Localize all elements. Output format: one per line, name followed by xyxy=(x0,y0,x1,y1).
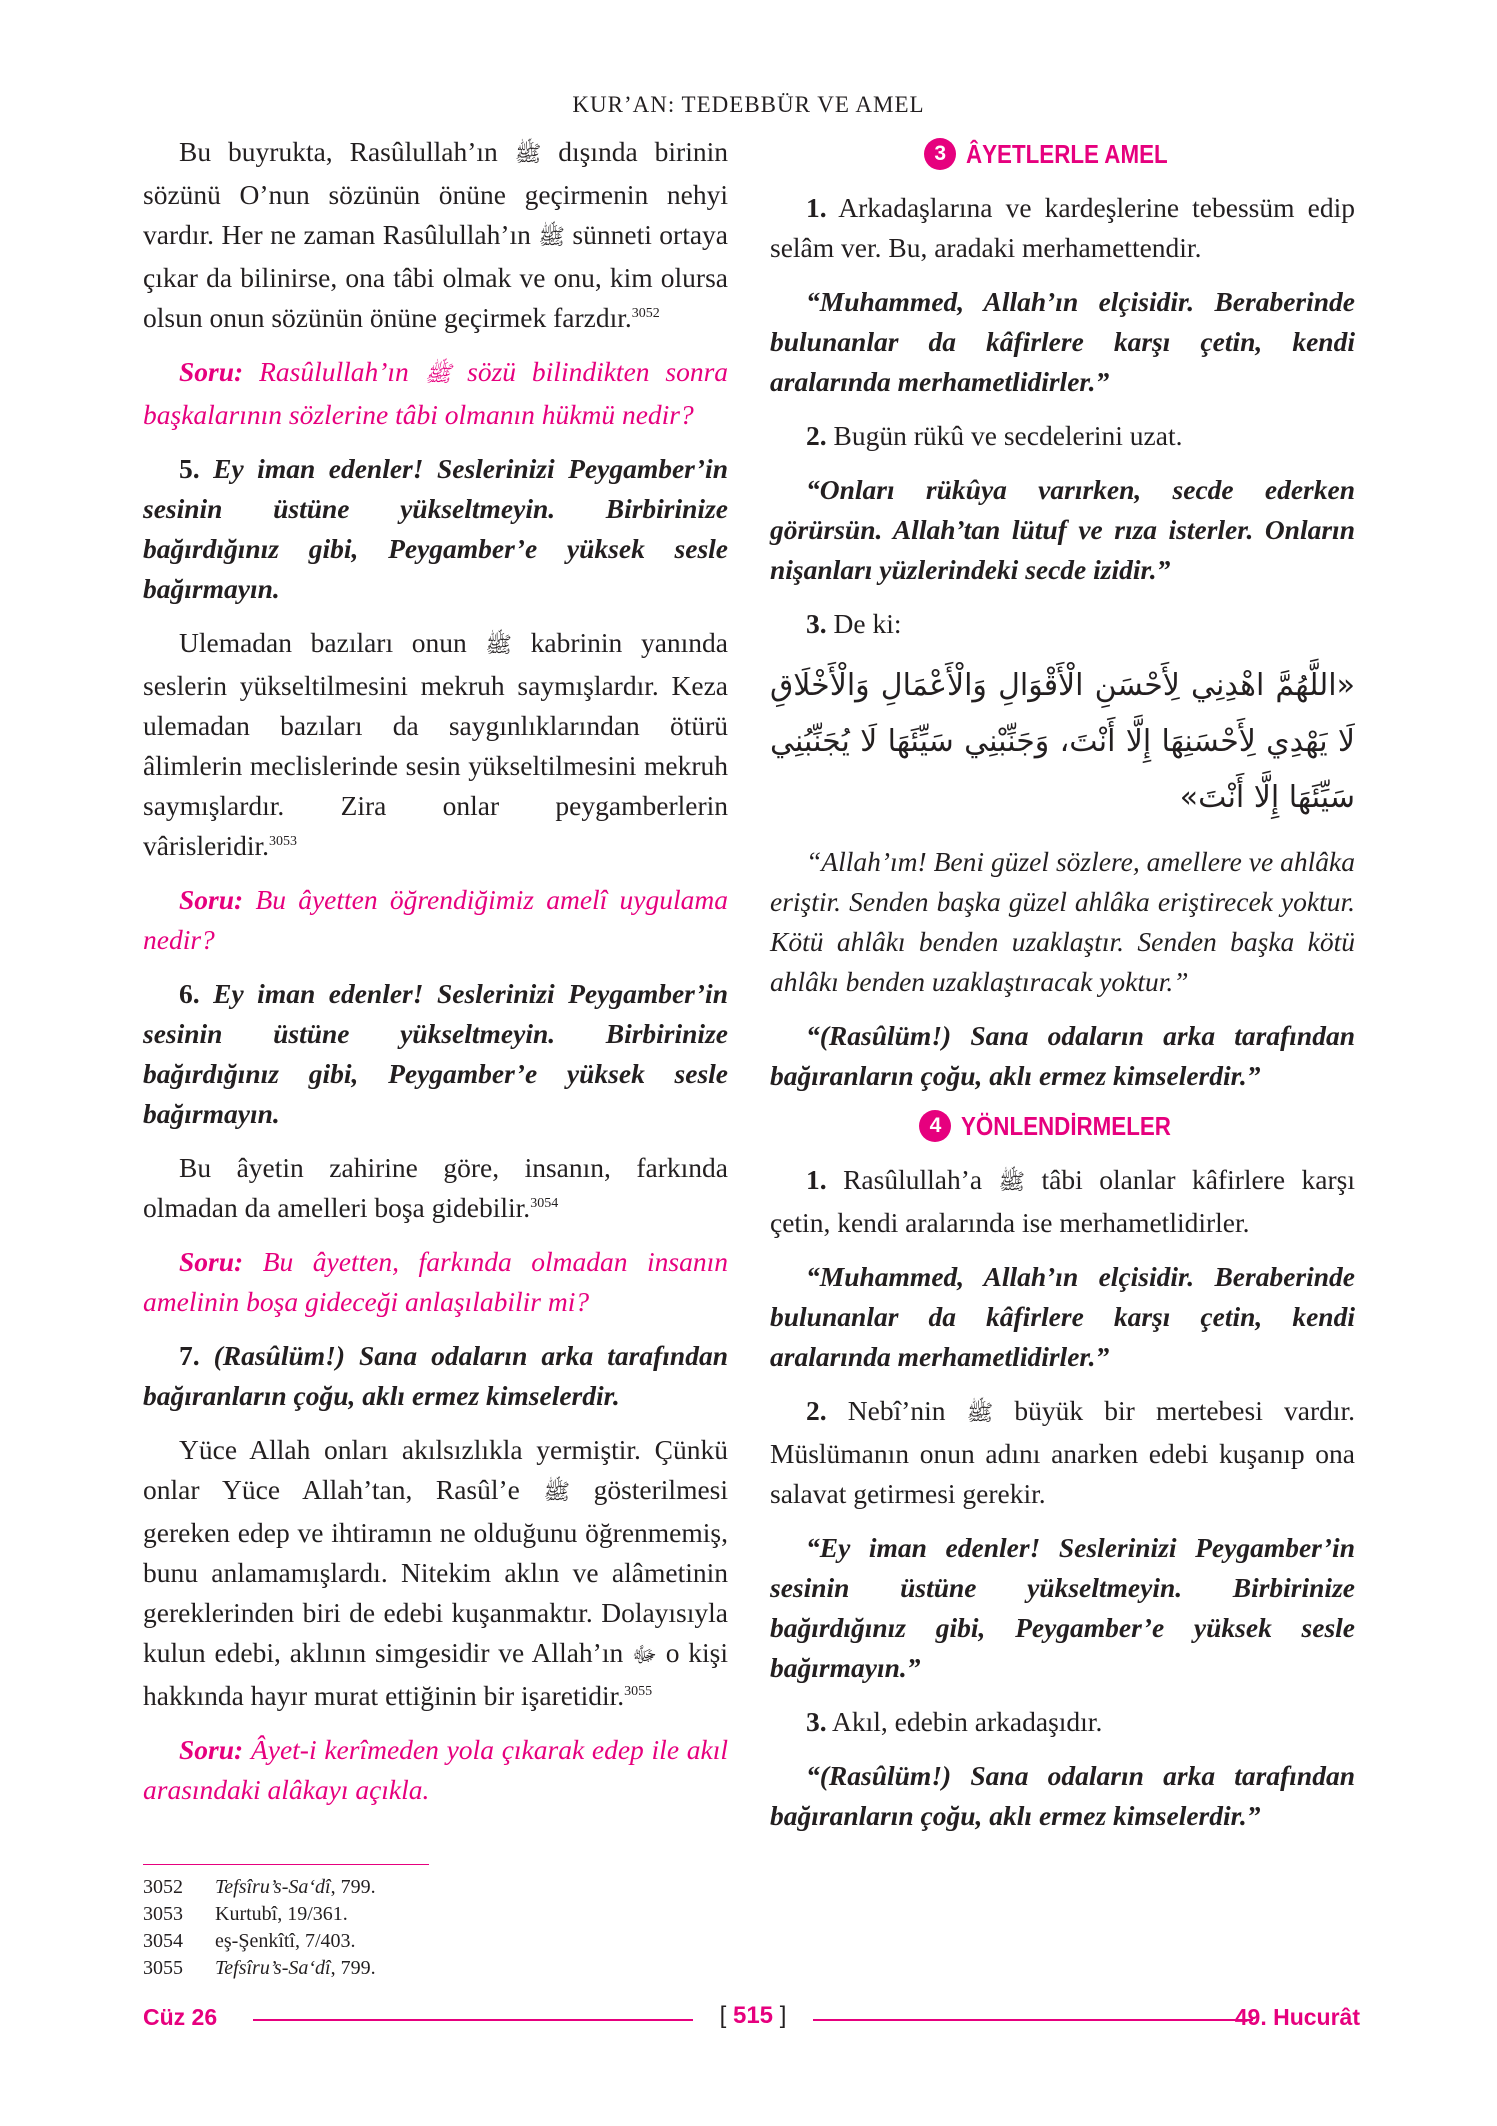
section-number-badge: 4 xyxy=(919,1110,951,1142)
paragraph: Ulemadan bazıları onun ﷺ kabrinin yanında seslerin yükseltilmesini mekruh saymışlardır. Keza ulemadan bazıları da saygınlıklarından ötürü âlimlerin meclislerinde sesin yükseltilmesini mekruh saymışlardır. Zira onlar peygamberlerin vârisleridir.$^{3053}$ xyxy=(143,627,729,861)
salawat-icon: ﷺ xyxy=(514,142,542,167)
list-item: 2. Nebî’nin ﷺ büyük bir mertebesi vardır. Müslümanın onun adını anarken edebi kuşanıp ona salavat getirmesi gerekir. xyxy=(770,1395,1356,1509)
question: Soru: Rasûlullah’ın ﷺ sözü bilindikten sonra başkalarının sözlerine tâbi olmanın hükmü nedir? xyxy=(143,356,729,430)
arabic-dua: «اللَّهُمَّ اهْدِنِي لِأَحْسَنِ الْأَقْوَالِ وَالْأَعْمَالِ وَالْأَخْلَاقِ لَا يَهْدِي لِأَحْسَنِهَا إِلَّا أَنْتَ، وَجَنِّبْنِي سَيِّئَهَا لَا يُجَنِّبُنِي سَيِّئَهَا إِلَّا أَنْتَ» xyxy=(770,668,1355,815)
section-number-badge: 3 xyxy=(924,138,956,170)
footnote-ref: 3055 xyxy=(624,1683,653,1699)
verse: “(Rasûlüm!) Sana odaların arka tarafından bağıranların çoğu, aklı ermez kimselerdir.” xyxy=(770,1020,1355,1091)
list-item: 3. De ki: xyxy=(806,608,902,639)
verse: “Ey iman edenler! Seslerinizi Peygamber’in sesinin üstüne yükseltmeyin. Birbirinize bağırdığınız gibi, Peygamber’e yüksek sesle bağırmayın.” xyxy=(770,1532,1355,1683)
right-column xyxy=(770,132,1355,1850)
verse: “Muhammed, Allah’ın elçisidir. Beraberinde bulunanlar da kâfirlere karşı çetin, kendi aralarında merhametlidirler.” xyxy=(770,1261,1355,1372)
footer-rule xyxy=(253,2019,693,2021)
section-heading xyxy=(770,1110,1355,1142)
paragraph: Yüce Allah onları akılsızlıkla yermiştir. Çünkü onlar Yüce Allah’tan, Rasûl’e ﷺ gösterilmesi gereken edep ve ihtiramın ne olduğunu öğrenmemiş, bunu anlamamışlardı. Nitekim aklın ve alâmetinin gereklerinden biri de edebi kuşanmaktır. Dolayısıyla kulun edebi, aklının simgesidir ve Allah’ın ﷻ o kişi hakkında hayır murat ettiğinin bir işaretidir.$^{3055}$ xyxy=(143,1434,729,1711)
footnote-ref: 3053 xyxy=(269,833,298,849)
list-item: 1. Rasûlullah’a ﷺ tâbi olanlar kâfirlere karşı çetin, kendi aralarında ise merhametlidirler. xyxy=(770,1164,1355,1238)
question: Soru: Bu âyetten, farkında olmadan insanın amelinin boşa gideceği anlaşılabilir mi? xyxy=(143,1246,728,1317)
footnote: 3054 eş-Şenkîtî, 7/403. xyxy=(143,1930,356,1952)
salawat-icon: ﷺ xyxy=(538,225,565,250)
footnote: 3053 Kurtubî, 19/361. xyxy=(143,1903,348,1925)
verse: “Onları rükûya varırken, secde ederken görürsün. Allah’tan lütuf ve rıza isterler. Onların nişanları yüzlerindeki secde izidir.” xyxy=(770,474,1355,585)
juz-label: Cüz 26 xyxy=(143,2004,218,2030)
footnote: 3052 Tefsîru’s-Sa‘dî, 799. xyxy=(143,1876,376,1898)
verse: “Muhammed, Allah’ın elçisidir. Beraberinde bulunanlar da kâfirlere karşı çetin, kendi aralarında merhametlidirler.” xyxy=(770,286,1355,397)
salawat-icon: ﷺ xyxy=(543,1480,571,1505)
salawat-icon: ﷺ xyxy=(424,362,452,387)
footer-rule xyxy=(813,2019,1253,2021)
verse: “(Rasûlüm!) Sana odaların arka tarafından bağıranların çoğu, aklı ermez kimselerdir.” xyxy=(770,1760,1355,1831)
running-title: KUR’AN: TEDEBBÜR VE AMEL xyxy=(572,92,925,117)
salawat-icon: ﷺ xyxy=(998,1170,1026,1195)
page-number: [ 515 ] xyxy=(719,2002,787,2029)
list-item: 2. Bugün rükû ve secdelerini uzat. xyxy=(806,420,1183,451)
section-title: YÖNLENDİRMELER xyxy=(961,1110,1172,1141)
section-title: ÂYETLERLE AMEL xyxy=(966,138,1168,169)
page-footer xyxy=(143,2004,1360,2034)
jalla-icon: ﷻ xyxy=(632,1643,657,1668)
question: Soru: Bu âyetten öğrendiğimiz amelî uygulama nedir? xyxy=(143,884,728,955)
verse: 6. Ey iman edenler! Seslerinizi Peygamber’in sesinin üstüne yükseltmeyin. Birbirinize bağırdığınız gibi, Peygamber’e yüksek sesle bağırmayın. xyxy=(143,978,728,1129)
paragraph: Bu buyrukta, Rasûlullah’ın ﷺ dışında birinin sözünü O’nun sözünün önüne geçirmenin nehyi vardır. Her ne zaman Rasûlullah’ın ﷺ sünneti ortaya çıkar da bilinirse, ona tâbi olmak ve onu, kim olursa olsun onun sözünün önüne geçirmek farzdır.$^{3052}$ xyxy=(143,136,729,333)
question: Soru: Âyet-i kerîmeden yola çıkarak edep ile akıl arasındaki alâkayı açıkla. xyxy=(143,1734,729,1805)
translation: “Allah’ım! Beni güzel sözlere, amellere ve ahlâka eriştir. Senden başka güzel ahlâka eriştirecek yoktur. Kötü ahlâkı benden uzaklaştır. Senden başka kötü ahlâkı benden uzaklaştıracak yoktur.” xyxy=(770,846,1355,997)
list-item: 3. Akıl, edebin arkadaşıdır. xyxy=(806,1706,1103,1737)
salawat-icon: ﷺ xyxy=(966,1401,994,1426)
verse: 5. Ey iman edenler! Seslerinizi Peygamber’in sesinin üstüne yükseltmeyin. Birbirinize bağırdığınız gibi, Peygamber’e yüksek sesle bağırmayın. xyxy=(143,453,728,604)
section-heading xyxy=(770,138,1355,170)
paragraph: Bu âyetin zahirine göre, insanın, farkında olmadan da amelleri boşa gidebilir.$^{3054}$ xyxy=(143,1152,728,1223)
surah-label: 49. Hucurât xyxy=(1234,2004,1360,2030)
footnote: 3055 Tefsîru’s-Sa‘dî, 799. xyxy=(143,1957,376,1979)
list-item: 1. Arkadaşlarına ve kardeşlerine tebessüm edip selâm ver. Bu, aradaki merhamettendir. xyxy=(770,192,1355,263)
salawat-icon: ﷺ xyxy=(485,633,512,658)
verse: 7. (Rasûlüm!) Sana odaların arka tarafından bağıranların çoğu, aklı ermez kimselerdir. xyxy=(143,1340,728,1411)
footnote-ref: 3054 xyxy=(530,1195,559,1211)
footnotes xyxy=(143,1874,643,1982)
left-column xyxy=(143,132,728,1824)
footnote-divider xyxy=(143,1864,429,1865)
footnote-ref: 3052 xyxy=(631,305,660,321)
